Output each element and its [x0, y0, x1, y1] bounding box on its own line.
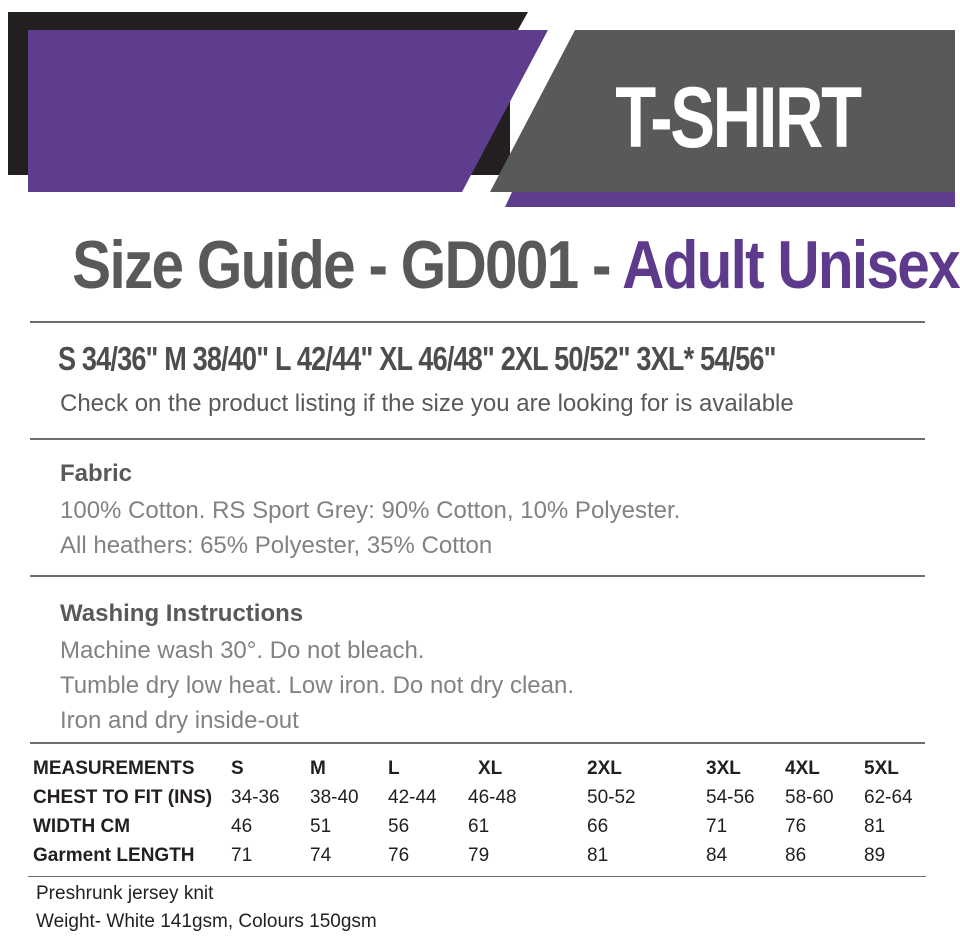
table-row	[0, 816, 960, 844]
washing-title: Washing Instructions	[60, 600, 304, 627]
table-cell: 50-52	[587, 787, 636, 808]
table-row	[0, 845, 960, 873]
divider	[30, 575, 925, 577]
table-cell: 61	[468, 816, 490, 837]
table-header-row	[0, 758, 960, 786]
table-cell: 38-40	[310, 787, 359, 808]
divider	[30, 321, 925, 323]
banner	[0, 0, 960, 215]
washing-line: Iron and dry inside-out	[60, 707, 299, 734]
divider	[28, 876, 926, 877]
table-row-label: WIDTH CM	[33, 816, 131, 837]
page-title-audience: Adult Unisex	[622, 227, 959, 303]
table-cell: 76	[785, 816, 807, 837]
page-title-main: Size Guide - GD001 -	[72, 227, 623, 303]
table-header-cell: 4XL	[785, 758, 820, 779]
table-cell: 71	[706, 816, 728, 837]
fabric-line: 100% Cotton. RS Sport Grey: 90% Cotton, 10% Polyester.	[60, 497, 681, 524]
table-cell: 46	[231, 816, 253, 837]
table-header-cell: L	[388, 758, 400, 779]
footer-line: Preshrunk jersey knit	[36, 883, 214, 904]
table-cell: 51	[310, 816, 332, 837]
table-cell: 76	[388, 845, 410, 866]
table-cell: 34-36	[231, 787, 280, 808]
table-cell: 71	[231, 845, 253, 866]
page-title	[0, 225, 960, 305]
table-cell: 84	[706, 845, 728, 866]
table-header-cell: 5XL	[864, 758, 899, 779]
table-cell: 86	[785, 845, 807, 866]
washing-line: Machine wash 30°. Do not bleach.	[60, 637, 425, 664]
table-cell: 74	[310, 845, 332, 866]
divider	[30, 438, 925, 440]
washing-line: Tumble dry low heat. Low iron. Do not dry clean.	[60, 672, 575, 699]
availability-note: Check on the product listing if the size you are looking for is available	[60, 390, 794, 417]
table-cell: 81	[587, 845, 609, 866]
table-cell: 66	[587, 816, 609, 837]
table-cell: 42-44	[388, 787, 437, 808]
table-header-cell: M	[310, 758, 326, 779]
table-header-cell: MEASUREMENTS	[33, 758, 195, 779]
banner-purple-shape	[28, 30, 548, 192]
table-row	[0, 787, 960, 815]
fabric-line: All heathers: 65% Polyester, 35% Cotton	[60, 532, 493, 559]
table-cell: 79	[468, 845, 490, 866]
table-header-cell: 3XL	[706, 758, 741, 779]
table-row-label: CHEST TO FIT (INS)	[33, 787, 213, 808]
table-cell: 89	[864, 845, 886, 866]
table-cell: 46-48	[468, 787, 517, 808]
table-row-label: Garment LENGTH	[33, 845, 195, 866]
table-cell: 81	[864, 816, 886, 837]
divider	[30, 742, 925, 744]
table-header-cell: XL	[478, 758, 503, 779]
table-header-cell: S	[231, 758, 244, 779]
banner-purple-underline	[505, 192, 955, 207]
table-header-cell: 2XL	[587, 758, 622, 779]
table-cell: 62-64	[864, 787, 913, 808]
table-cell: 54-56	[706, 787, 755, 808]
banner-title: T-SHIRT	[615, 70, 860, 166]
sizes-summary: S 34/36" M 38/40" L 42/44" XL 46/48" 2XL 50/52" 3XL* 54/56"	[58, 340, 776, 377]
table-cell: 56	[388, 816, 410, 837]
fabric-title: Fabric	[60, 460, 133, 487]
table-cell: 58-60	[785, 787, 834, 808]
footer-line: Weight- White 141gsm, Colours 150gsm	[36, 911, 377, 932]
